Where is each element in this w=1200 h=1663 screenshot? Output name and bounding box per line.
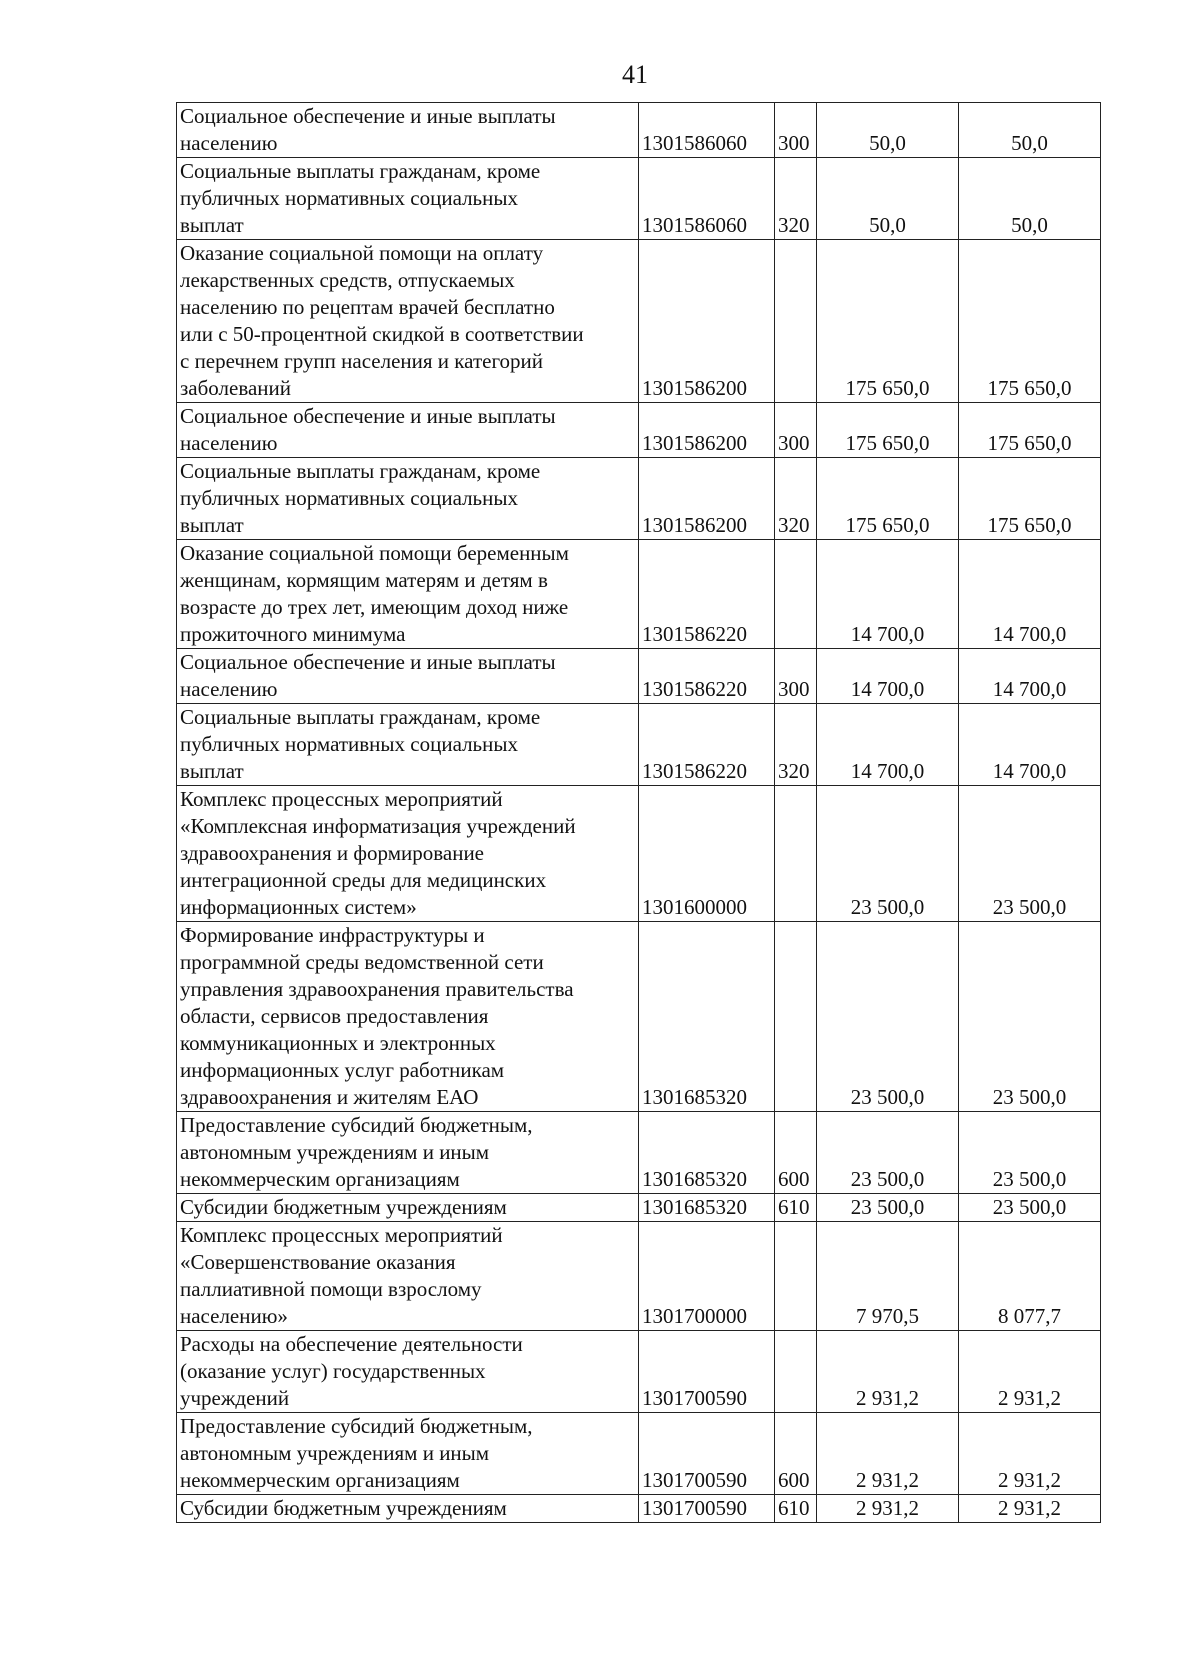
- item-name-cell: Социальные выплаты гражданам, кроме публичных нормативных социальных выплат: [177, 158, 639, 240]
- expense-type-cell: 600: [775, 1112, 817, 1194]
- amount-year1-cell: 23 500,0: [817, 786, 959, 922]
- target-article-code-cell: 1301685320: [639, 1194, 775, 1222]
- table-row: [177, 1112, 1101, 1194]
- amount-year2-cell: 14 700,0: [959, 540, 1101, 649]
- table-row: [177, 922, 1101, 1112]
- table-row: [177, 158, 1101, 240]
- table-row: [177, 1331, 1101, 1413]
- amount-year1-cell: 14 700,0: [817, 649, 959, 704]
- table-row: [177, 786, 1101, 922]
- amount-year1-cell: 2 931,2: [817, 1413, 959, 1495]
- target-article-code-cell: 1301586200: [639, 240, 775, 403]
- budget-table-body: [177, 103, 1101, 1523]
- item-name-cell: Оказание социальной помощи беременным женщинам, кормящим матерям и детям в возрасте до трех лет, имеющим доход ниже прожиточного минимума: [177, 540, 639, 649]
- expense-type-cell: [775, 786, 817, 922]
- expense-type-cell: 320: [775, 458, 817, 540]
- item-name-cell: Расходы на обеспечение деятельности (оказание услуг) государственных учреждений: [177, 1331, 639, 1413]
- item-name-cell: Оказание социальной помощи на оплату лекарственных средств, отпускаемых населению по рецептам врачей бесплатно или с 50-процентной скидкой в соответствии с перечнем групп населения и категорий заболеваний: [177, 240, 639, 403]
- target-article-code-cell: 1301586220: [639, 649, 775, 704]
- target-article-code-cell: 1301700590: [639, 1495, 775, 1523]
- target-article-code-cell: 1301685320: [639, 922, 775, 1112]
- target-article-code-cell: 1301700000: [639, 1222, 775, 1331]
- amount-year2-cell: 175 650,0: [959, 240, 1101, 403]
- expense-type-cell: [775, 240, 817, 403]
- item-name-cell: Социальные выплаты гражданам, кроме публичных нормативных социальных выплат: [177, 458, 639, 540]
- target-article-code-cell: 1301700590: [639, 1331, 775, 1413]
- amount-year1-cell: 175 650,0: [817, 240, 959, 403]
- page-number: 41: [622, 60, 648, 89]
- item-name-cell: Предоставление субсидий бюджетным, автономным учреждениям и иным некоммерческим организациям: [177, 1112, 639, 1194]
- amount-year1-cell: 7 970,5: [817, 1222, 959, 1331]
- table-row: [177, 240, 1101, 403]
- target-article-code-cell: 1301586060: [639, 158, 775, 240]
- amount-year2-cell: 23 500,0: [959, 786, 1101, 922]
- table-row: [177, 540, 1101, 649]
- expense-type-cell: [775, 1331, 817, 1413]
- item-name-cell: Предоставление субсидий бюджетным, автономным учреждениям и иным некоммерческим организациям: [177, 1413, 639, 1495]
- amount-year1-cell: 2 931,2: [817, 1495, 959, 1523]
- target-article-code-cell: 1301685320: [639, 1112, 775, 1194]
- item-name-cell: Социальное обеспечение и иные выплаты населению: [177, 403, 639, 458]
- table-row: [177, 458, 1101, 540]
- amount-year1-cell: 175 650,0: [817, 403, 959, 458]
- amount-year1-cell: 175 650,0: [817, 458, 959, 540]
- expense-type-cell: 300: [775, 403, 817, 458]
- amount-year2-cell: 2 931,2: [959, 1495, 1101, 1523]
- amount-year2-cell: 23 500,0: [959, 922, 1101, 1112]
- amount-year1-cell: 23 500,0: [817, 922, 959, 1112]
- expense-type-cell: [775, 540, 817, 649]
- amount-year1-cell: 23 500,0: [817, 1112, 959, 1194]
- target-article-code-cell: 1301586220: [639, 540, 775, 649]
- target-article-code-cell: 1301600000: [639, 786, 775, 922]
- expense-type-cell: 600: [775, 1413, 817, 1495]
- target-article-code-cell: 1301586060: [639, 103, 775, 158]
- amount-year2-cell: 175 650,0: [959, 458, 1101, 540]
- table-row: [177, 103, 1101, 158]
- target-article-code-cell: 1301586200: [639, 403, 775, 458]
- amount-year1-cell: 14 700,0: [817, 540, 959, 649]
- amount-year1-cell: 50,0: [817, 103, 959, 158]
- expense-type-cell: 610: [775, 1194, 817, 1222]
- amount-year2-cell: 14 700,0: [959, 704, 1101, 786]
- target-article-code-cell: 1301586220: [639, 704, 775, 786]
- item-name-cell: Комплекс процессных мероприятий «Совершенствование оказания паллиативной помощи взрослому населению»: [177, 1222, 639, 1331]
- amount-year2-cell: 23 500,0: [959, 1194, 1101, 1222]
- expense-type-cell: [775, 1222, 817, 1331]
- table-row: [177, 1194, 1101, 1222]
- amount-year2-cell: 23 500,0: [959, 1112, 1101, 1194]
- table-row: [177, 704, 1101, 786]
- expense-type-cell: 300: [775, 103, 817, 158]
- expense-type-cell: [775, 922, 817, 1112]
- item-name-cell: Комплекс процессных мероприятий «Комплексная информатизация учреждений здравоохранения и формирование интеграционной среды для медицинских информационных систем»: [177, 786, 639, 922]
- item-name-cell: Социальные выплаты гражданам, кроме публичных нормативных социальных выплат: [177, 704, 639, 786]
- table-row: [177, 403, 1101, 458]
- amount-year2-cell: 14 700,0: [959, 649, 1101, 704]
- budget-table: [176, 102, 1101, 1523]
- target-article-code-cell: 1301700590: [639, 1413, 775, 1495]
- amount-year2-cell: 8 077,7: [959, 1222, 1101, 1331]
- amount-year2-cell: 2 931,2: [959, 1413, 1101, 1495]
- item-name-cell: Социальное обеспечение и иные выплаты населению: [177, 649, 639, 704]
- table-row: [177, 1413, 1101, 1495]
- table-row: [177, 649, 1101, 704]
- expense-type-cell: 320: [775, 158, 817, 240]
- amount-year2-cell: 2 931,2: [959, 1331, 1101, 1413]
- table-row: [177, 1222, 1101, 1331]
- amount-year1-cell: 14 700,0: [817, 704, 959, 786]
- expense-type-cell: 610: [775, 1495, 817, 1523]
- amount-year2-cell: 175 650,0: [959, 403, 1101, 458]
- expense-type-cell: 320: [775, 704, 817, 786]
- item-name-cell: Субсидии бюджетным учреждениям: [177, 1495, 639, 1523]
- amount-year1-cell: 23 500,0: [817, 1194, 959, 1222]
- target-article-code-cell: 1301586200: [639, 458, 775, 540]
- item-name-cell: Субсидии бюджетным учреждениям: [177, 1194, 639, 1222]
- amount-year2-cell: 50,0: [959, 158, 1101, 240]
- amount-year1-cell: 50,0: [817, 158, 959, 240]
- amount-year1-cell: 2 931,2: [817, 1331, 959, 1413]
- table-row: [177, 1495, 1101, 1523]
- item-name-cell: Социальное обеспечение и иные выплаты населению: [177, 103, 639, 158]
- amount-year2-cell: 50,0: [959, 103, 1101, 158]
- item-name-cell: Формирование инфраструктуры и программной среды ведомственной сети управления здравоохранения правительства области, сервисов предоставления коммуникационных и электронных информационных услуг работникам здравоохранения и жителям ЕАО: [177, 922, 639, 1112]
- expense-type-cell: 300: [775, 649, 817, 704]
